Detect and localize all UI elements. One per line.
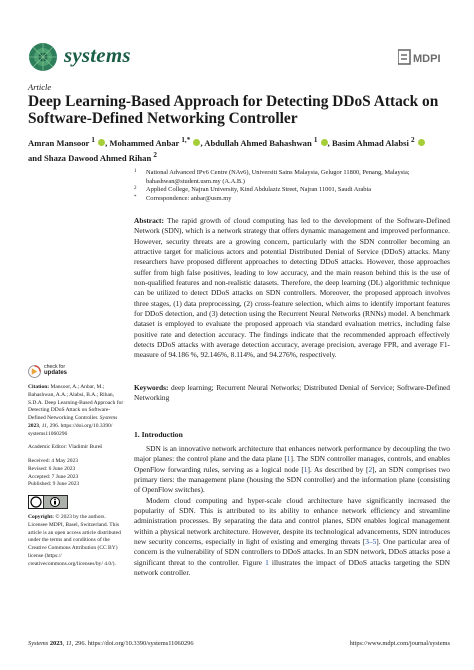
license-text[interactable]: © 2023 by the authors. Licensee MDPI, Basel, Switzerland. This article is an open access article distributed under the terms and conditions of the Creative Commons Attribution (CC BY) license (https:// creativecommons.org/licenses/by/ 4.0/). (28, 514, 121, 567)
reference-link[interactable]: 1 (286, 454, 291, 464)
citation-block: Citation: Mansoor, A.; Anbar, M.; Bahashwan, A.A.; Alabsi, B.A.; Rihan, S.D.A. Deep Learning-Based Approach for Detecting DDoS Attack on Software-Defined Networking Controller. Systems 2023, 11, 296. https://doi.org/10.3390/ systems11060296 (28, 384, 124, 437)
author-affil-mark: 1 (91, 136, 95, 144)
systems-logo-icon (28, 42, 58, 72)
author-name[interactable]: Abdullah Ahmed Bahashwan (204, 137, 312, 148)
article-type: Article (28, 82, 52, 92)
footer-doi-link[interactable]: , 296. https://doi.org/10.3390/systems11060296 (71, 640, 194, 647)
orcid-icon[interactable] (321, 139, 328, 146)
author-name[interactable]: Amran Mansoor (28, 137, 90, 148)
publisher-name: MDPI (413, 53, 441, 65)
cc-by-license-icon[interactable] (28, 495, 68, 509)
footer-citation: Systems 2023, 11, 296. https://doi.org/10.3390/systems11060296 (28, 640, 194, 647)
copyright-block: Copyright: © 2023 by the authors. Licensee MDPI, Basel, Switzerland. This article is an open access article distributed under the terms and conditions of the Creative Commons Attribution (CC BY) license (https:// creativecommons.org/licenses/by/ 4.0/). (28, 514, 121, 567)
orcid-icon[interactable] (98, 139, 105, 146)
history-dates: Received: 4 May 2023 Revised: 6 June 2023 Accepted: 7 June 2023 Published: 9 June 2023 (28, 458, 80, 488)
author-affil-mark: 2 (410, 136, 415, 144)
abstract-label: Abstract: (134, 216, 164, 225)
orcid-icon[interactable] (418, 139, 425, 146)
author-name[interactable]: Basim Ahmad Alabsi (331, 137, 409, 148)
reference-link[interactable]: 1 (303, 464, 308, 474)
keywords-text: deep learning; Recurrent Neural Networks; Distributed Denial of Service; Software-Defined Networking (134, 383, 450, 403)
check-updates-icon (28, 365, 41, 378)
figure-link[interactable]: 1 (265, 557, 269, 567)
reference-link[interactable]: 3–5 (365, 537, 377, 547)
introduction-body (134, 444, 450, 578)
author-name[interactable]: Shaza Dawood Ahmed Rihan (44, 152, 152, 163)
journal-header (28, 38, 448, 72)
citation-doi[interactable]: , 296. https://doi.org/10.3390/ systems11060296 (28, 422, 113, 437)
author-affil-mark: 1,* (181, 136, 191, 144)
correspondence: * Correspondence: anbar@usm.my (134, 194, 232, 202)
paragraph: Modern cloud computing and hyper-scale cloud architecture have significantly increased the popularity of SDN. This is attributed to its ability to enhance network efficiency and streamline administration processes. By separating the data and control planes, SDN enables logical management within a physical network architecture. However, despite its technological advancements, SDN introduces new security concerns, especially in light of existing and emerging threats [3–5]. One particular area of concern is the vulnerability of SDN controllers to DDoS attacks. In an SDN network, DDoS attacks pose a significant threat to the controller. Figure 1 illustrates the impact of DDoS attacks targeting the SDN network controller. (134, 495, 451, 578)
keywords (134, 383, 450, 404)
keywords-label: Keywords: (134, 383, 169, 392)
author-name[interactable]: Mohammed Anbar (109, 137, 180, 148)
paragraph: SDN is an innovative network architecture that enhances network performance by decoupling the two major planes: the control plane and the data plane [1]. The SDN controller manages, controls, and enables OpenFlow forwarding rules, serving as a logical node [1]. As described by [2], an SDN comprises two primary tiers: the management plane (housing the SDN controller) and the information plane (consisting of OpenFlow switches). (134, 444, 451, 495)
journal-name[interactable]: systems (64, 43, 131, 67)
author-list: Amran Mansoor $^1$ , Mohammed Anbar $^{1,*}$ , Abdullah Ahmed Bahashwan $^1$ , Basim Ahmad Alabsi $^2$ and Shaza Dawood Ahmed Rihan $^2$ (28, 134, 448, 164)
footer-website-link[interactable]: https://www.mdpi.com/journal/systems (349, 640, 450, 647)
mdpi-logo-icon[interactable] (398, 47, 448, 67)
check-for-updates-button[interactable]: check for updates (28, 362, 124, 380)
abstract-text: The rapid growth of cloud computing has led to the development of the Software-Defined Network (SDN), which is a network strategy that offers dynamic management and improved performance. However, security threats are a growing concern, particularly with the SDN controller becoming an attractive target for malicious actors and potential Distributed Denial of Service (DDoS) attacks. Many researchers have proposed different approaches to detecting DDoS attacks. However, those approaches suffer from high false positives, leading to low accuracy, and the main reason behind this is the use of non-qualified features and non-realistic datasets. Therefore, the deep learning (DL) algorithmic technique can be utilized to detect DDoS attacks on SDN controllers. Moreover, the proposed approach involves three stages, (1) data preprocessing, (2) cross-feature selection, which aims to identify important features for DDoS detection, and (3) detection using the Recurrent Neural Networks (RNNs) model. A benchmark dataset is employed to evaluate the proposed approach via standard evaluation metrics, including false positive rate and detection accuracy. The findings indicate that the recommended approach effectively detects DDoS attacks with average detection accuracy, average precision, average FPR, and average F1-measure of 94.186 %, 92.146%, 8.114%, and 94.276%, respectively. (134, 216, 450, 360)
section-heading: 1. Introduction (134, 430, 183, 439)
orcid-icon[interactable] (193, 139, 200, 146)
affiliation-email[interactable]: bahashwan@student.usm.my (A.A.B.) (146, 177, 245, 185)
affiliations (134, 169, 454, 203)
reference-link[interactable]: 2 (368, 464, 373, 474)
academic-editor: Academic Editor: Vladimir Bureš (28, 444, 103, 451)
author-joiner: and (28, 152, 42, 163)
author-affil-mark: 2 (153, 150, 157, 159)
abstract (134, 216, 450, 361)
author-affil-mark: 1 (313, 136, 318, 144)
affiliation-2: 2 Applied College, Najran University, Kind Abdulaziz Street, Najran 11001, Saudi Arabia (134, 186, 372, 194)
affiliation-1: 1 National Advanced IPv6 Centre (NAv6), Universiti Sains Malaysia, Gelugor 11800, Penang, Malaysia; bahashwan@student.usm.my (A.A.B.) (134, 169, 410, 185)
article-title: Deep Learning-Based Approach for Detecting DDoS Attack on Software-Defined Networking Controller (28, 93, 439, 127)
article-sidebar (28, 362, 124, 574)
